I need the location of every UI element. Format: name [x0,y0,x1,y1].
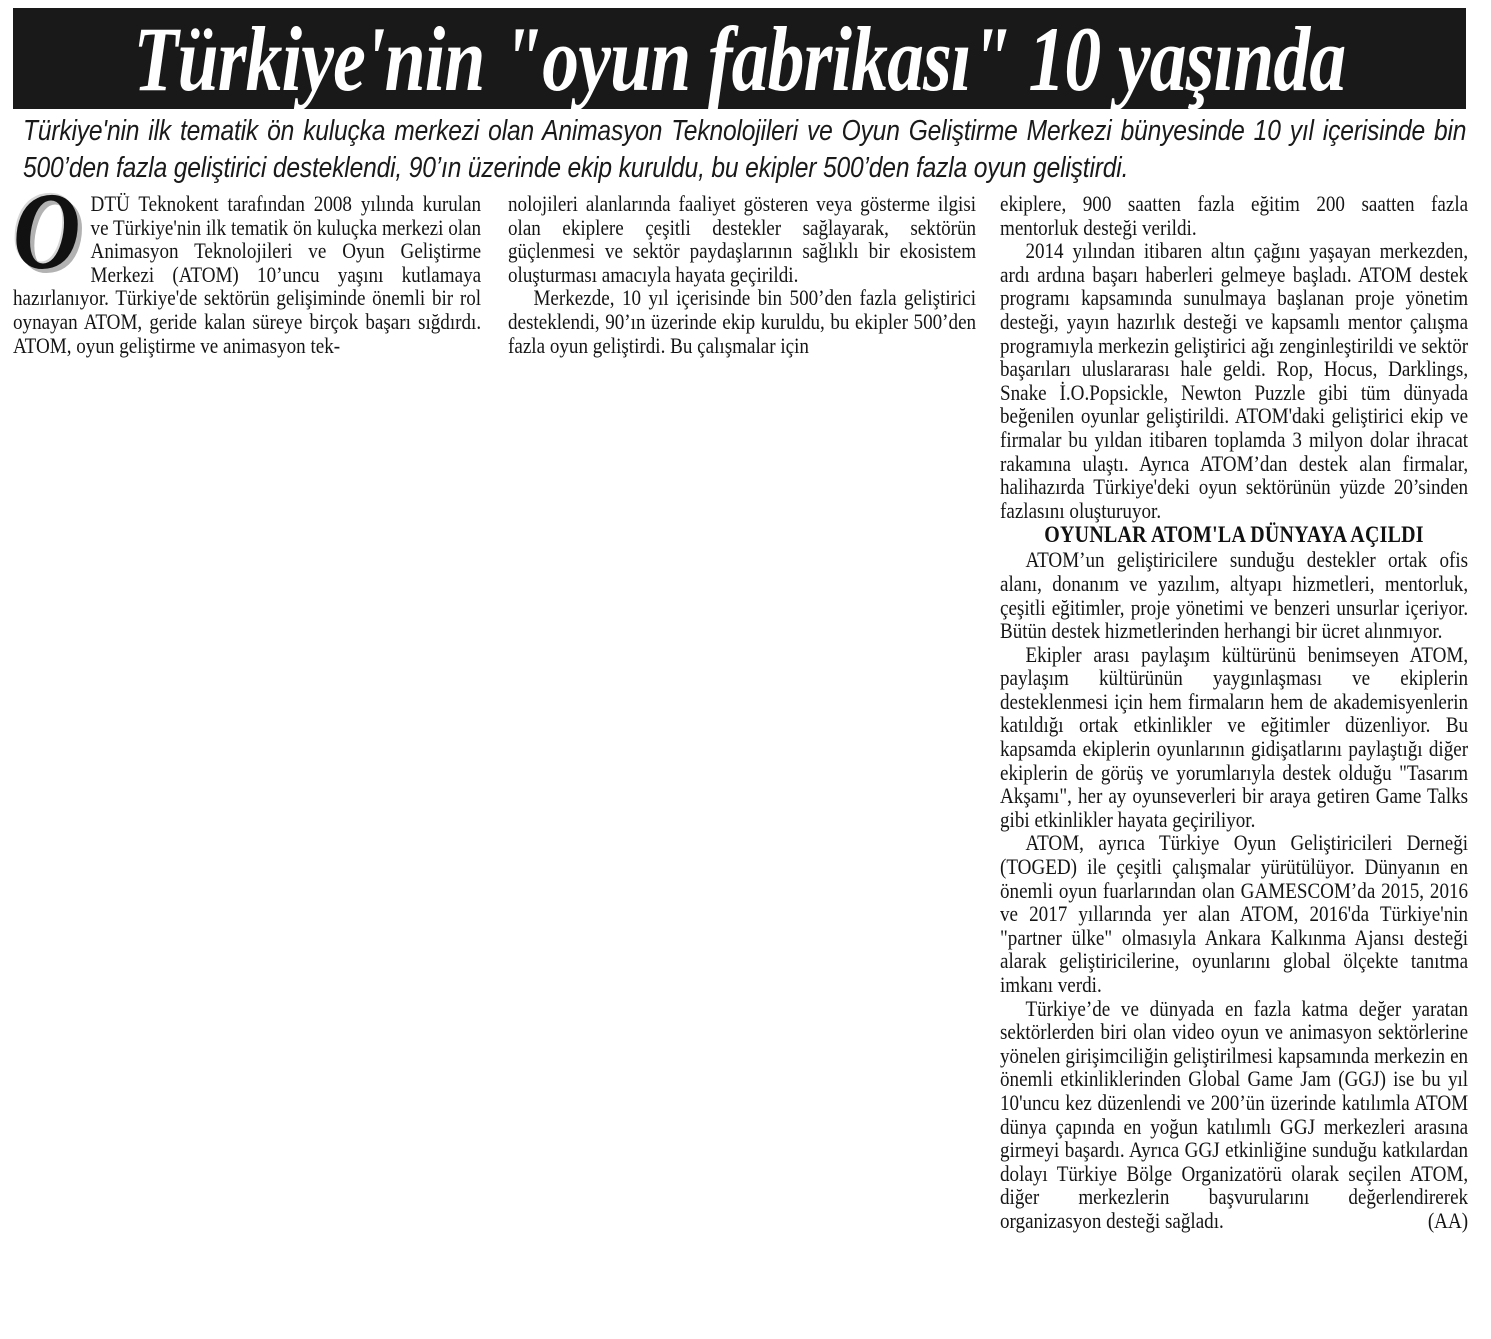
text-column-1 [13,170,565,358]
paragraph [13,170,482,358]
paragraph-text: DTÜ Teknokent tarafından 2008 yılında kurulan ve Türkiye'nin ilk tematik ön kuluçka merkezi olan Animasyon Teknolojileri ve Oyun Geliştirme Merkezi (ATOM) 10’uncu yaşını kutlamaya hazırlanıyor. Türkiye'de sektörün gelişiminde önemli bir rol oynayan ATOM, geride kalan süreye birçok başarı sığdırdı. ATOM, oyun geliştirme ve animasyon tek- [13,191,482,358]
headline-banner [13,8,1466,109]
paragraph: ATOM, ayrıca Türkiye Oyun Geliştiricileri Derneği (TOGED) ile çeşitli çalışmalar yürütülüyor. Dünyanın en önemli oyun fuarlarından olan GAMESCOM’da 2015, 2016 ve 2017 yıllarında yer alan ATOM, 2016'da Türkiye'nin "partner ülke" olmasıyla Ankara Kalkınma Ajansı desteği alarak geliştiricilerine, oyunlarını global ölçekte tanıtma imkanı verdi. [1000,830,1469,997]
text-column-3 [1000,192,1491,1233]
text-column-2 [508,192,1060,357]
paragraph: ekiplere, 900 saatten fazla eğitim 200 saatten fazla mentorluk desteği verildi. [1000,191,1469,240]
paragraph: Merkezde, 10 yıl içerisinde bin 500’den fazla geliştirici desteklendi, 90’ın üzerinde ekip kuruldu, bu ekipler 500’den fazla oyun geliştirdi. Bu çalışmalar için [508,285,977,358]
paragraph: Ekipler arası paylaşım kültürünü benimseyen ATOM, paylaşım kültürünün yaygınlaşması ve ekiplerin desteklenmesi için hem firmaların hem de akademisyenlerin katıldığı ortak etkinlikler ve eğitimler düzenliyor. Bu kapsamda ekiplerin oyunlarının gidişatlarını paylaştığı diğer ekiplerin de görüş ve yorumlarıyla destek olduğu "Tasarım Akşamı", her ay oyunseverleri bir araya getiren Game Talks gibi etkinlikler hayata geçiriliyor. [1000,641,1469,832]
article-lede: Türkiye'nin ilk tematik ön kuluçka merkezi olan Animasyon Teknolojileri ve Oyun Geliştirme Merkezi bünyesinde 10 yıl içerisinde bin 500’den fazla geliştirici desteklendi, 90’ın üzerinde ekip kuruldu, bu ekipler 500’den fazla oyun geliştirdi. [23,115,1467,184]
paragraph [1000,997,1468,1233]
agency-credit: (AA) [1427,1207,1469,1233]
section-subheading: OYUNLAR ATOM'LA DÜNYAYA AÇILDI [1044,522,1424,549]
drop-cap: O [13,170,81,292]
paragraph: ATOM’un geliştiricilere sunduğu destekler ortak ofis alanı, donanım ve yazılım, altyapı hizmetleri, mentorluk, çeşitli eğitimler, proje yönetimi ve benzeri unsurlar içeriyor. Bütün destek hizmetlerinden herhangi bir ücret alınmıyor. [1000,547,1469,644]
paragraph: 2014 yılından itibaren altın çağını yaşayan merkezden, ardı ardına başarı haberleri gelmeye başladı. ATOM destek programı kapsamında sunulmaya başlanan proje yönetim desteği, yayın hazırlık desteği ve kapsamlı mentor çalışma programıyla merkezin geliştirici ağı zenginleştirildi ve sektör başarıları uluslararası hale geldi. Rop, Hocus, Darklings, Snake İ.O.Popsickle, Newton Puzzle gibi tüm dünyada beğenilen oyunlar geliştirildi. ATOM'daki geliştirici ekip ve firmalar bu yıldan itibaren toplamda 3 milyon dolar ihracat rakamına ulaştı. Ayrıca ATOM’dan destek alan firmalar, halihazırda Türkiye'deki oyun sektörünün yüzde 20’sinden fazlasını oluşturuyor. [1000,238,1469,523]
paragraph: nolojileri alanlarında faaliyet gösteren veya gösterme ilgisi olan ekiplere çeşitli destekler sağlayarak, sektörün güçlenmesi ve sektör paydaşlarının sağlıklı bir ekosistem oluşturması amacıyla hayata geçirildi. [508,191,977,287]
article-headline: Türkiye'nin "oyun fabrikası" 10 yaşında [133,7,1346,110]
paragraph-text: Türkiye’de ve dünyada en fazla katma değer yaratan sektörlerden biri olan video oyun ve animasyon sektörlerine yönelen girişimciliğin geliştirilmesi kapsamında merkezin en önemli etkinliklerinden Global Game Jam (GGJ) ise bu yıl 10'uncu kez düzenlendi ve 200’ün üzerinde katılımla ATOM dünya çapında en yoğun katılımlı GGJ merkezleri arasına girmeyi başardı. Ayrıca GGJ etkinliğine sunduğu katkılardan dolayı Türkiye Bölge Organizatörü olarak seçilen ATOM, diğer merkezlerin başvurularını değerlendirerek organizasyon desteği sağladı. [1000,995,1469,1233]
